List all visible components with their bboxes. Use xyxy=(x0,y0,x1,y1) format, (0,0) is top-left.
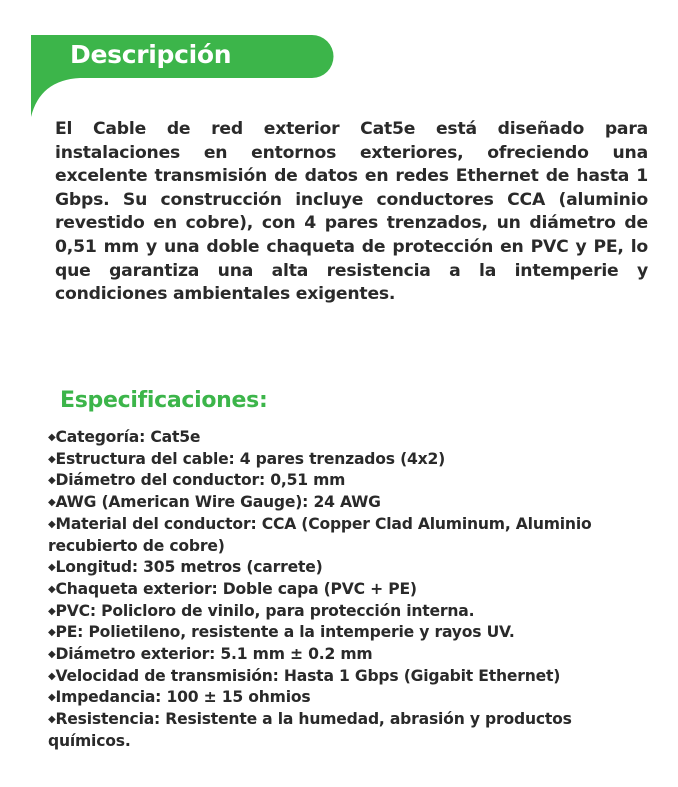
spec-item: ◆ Longitud: 305 metros (carrete) xyxy=(48,557,658,579)
spec-item: ◆ Resistencia: Resistente a la humedad, abrasión y productos químicos. xyxy=(48,709,658,752)
description-heading: Descripción xyxy=(70,40,232,69)
spec-item: ◆ Estructura del cable: 4 pares trenzados (4x2) xyxy=(48,449,658,471)
spec-item: ◆ Velocidad de transmisión: Hasta 1 Gbps (Gigabit Ethernet) xyxy=(48,666,658,688)
spec-item: ◆ PVC: Policloro de vinilo, para protección interna. xyxy=(48,601,658,623)
spec-item: ◆ Diámetro exterior: 5.1 mm ± 0.2 mm xyxy=(48,644,658,666)
specifications-list xyxy=(48,427,658,753)
description-text: El Cable de red exterior Cat5e está diseñado para instalaciones en entornos exteriores, ofreciendo una excelente transmisión de datos en redes Ethernet de hasta 1 Gbps. Su construcción incluye conductores CCA (aluminio revestido en cobre), con 4 pares trenzados, un diámetro de 0,51 mm y una doble chaqueta de protección en PVC y PE, lo que garantiza una alta resistencia a la intemperie y condiciones ambientales exigentes. xyxy=(55,119,648,305)
spec-item: ◆ Chaqueta exterior: Doble capa (PVC + PE) xyxy=(48,579,658,601)
spec-item: ◆ Diámetro del conductor: 0,51 mm xyxy=(48,470,658,492)
specifications-heading: Especificaciones: xyxy=(60,388,268,413)
spec-item: ◆ Impedancia: 100 ± 15 ohmios xyxy=(48,687,658,709)
spec-item: ◆ PE: Polietileno, resistente a la intemperie y rayos UV. xyxy=(48,622,658,644)
spec-item: ◆ AWG (American Wire Gauge): 24 AWG xyxy=(48,492,658,514)
spec-item: ◆ Material del conductor: CCA (Copper Clad Aluminum, Aluminio recubierto de cobre) xyxy=(48,514,658,557)
spec-item: ◆ Categoría: Cat5e xyxy=(48,427,658,449)
